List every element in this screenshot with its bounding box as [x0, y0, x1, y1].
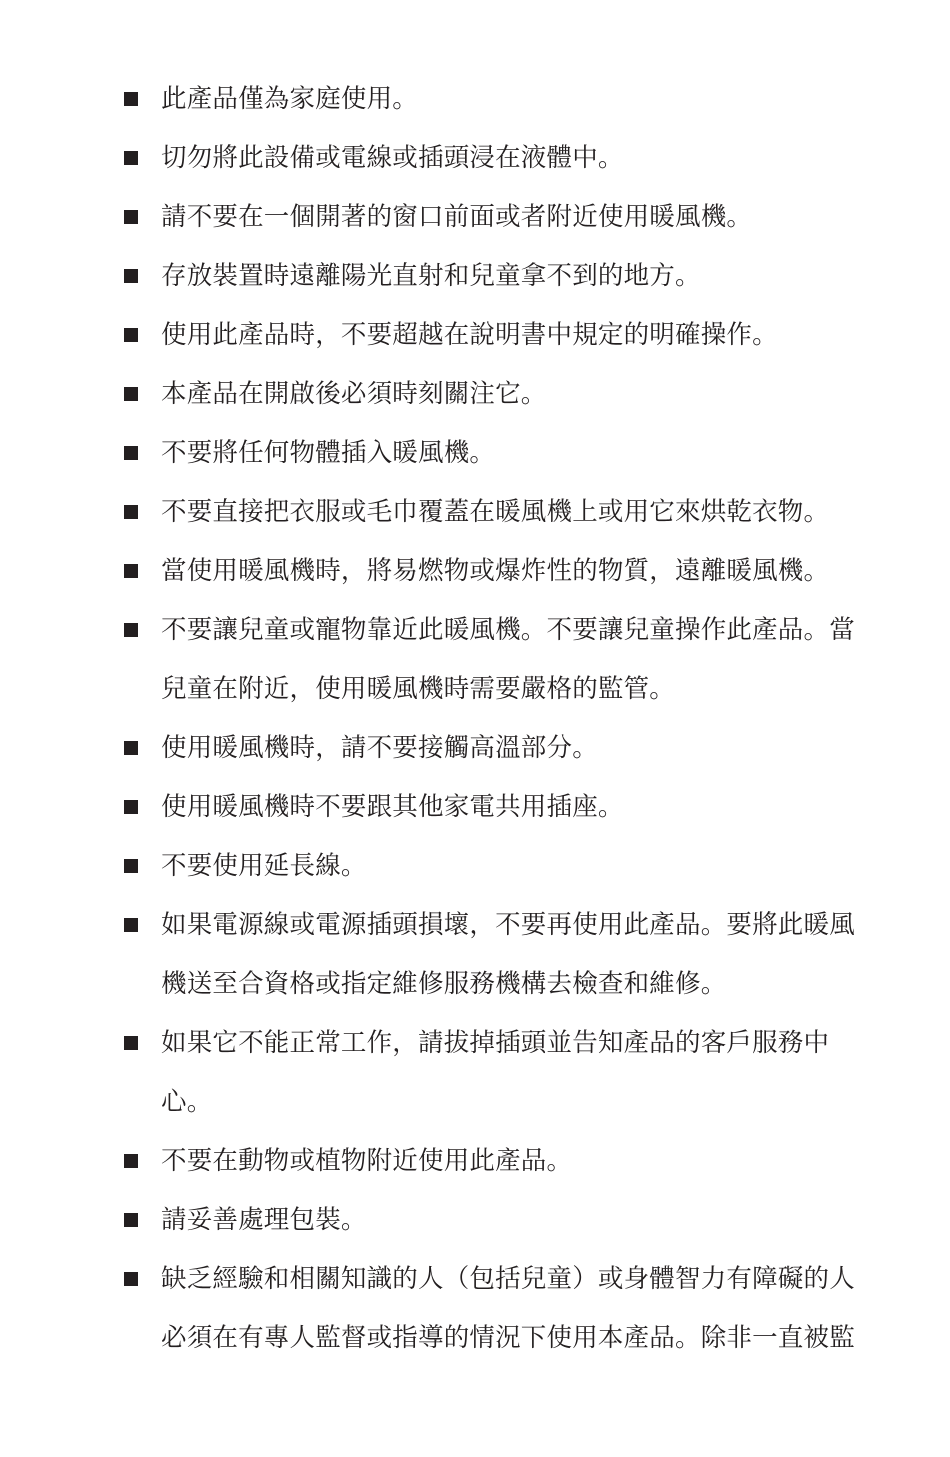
instruction-text: 如果它不能正常工作，請拔掉插頭並告知產品的客戶服務中心。 [161, 1028, 830, 1117]
list-item [124, 424, 876, 483]
instruction-text: 使用此產品時，不要超越在說明書中規定的明確操作。 [161, 320, 778, 350]
list-item [124, 247, 876, 306]
square-bullet-icon [124, 1036, 138, 1050]
square-bullet-icon [124, 505, 138, 519]
instruction-text: 缺乏經驗和相關知識的人（包括兒童）或身體智力有障礙的人必須在有專人監督或指導的情況下使用本產品。除非一直被監 [161, 1264, 855, 1353]
instruction-text: 不要直接把衣服或毛巾覆蓋在暖風機上或用它來烘乾衣物。 [161, 497, 830, 527]
list-item [124, 542, 876, 601]
list-item [124, 1132, 876, 1191]
instruction-text: 當使用暖風機時，將易燃物或爆炸性的物質，遠離暖風機。 [161, 556, 830, 586]
safety-instructions-list [124, 70, 876, 1368]
list-item [124, 188, 876, 247]
instruction-text: 使用暖風機時，請不要接觸高溫部分。 [161, 733, 598, 763]
square-bullet-icon [124, 387, 138, 401]
square-bullet-icon [124, 328, 138, 342]
square-bullet-icon [124, 1154, 138, 1168]
instruction-text: 本產品在開啟後必須時刻關注它。 [161, 379, 547, 409]
square-bullet-icon [124, 151, 138, 165]
square-bullet-icon [124, 623, 138, 637]
instruction-text: 如果電源線或電源插頭損壞，不要再使用此產品。要將此暖風機送至合資格或指定維修服務機構去檢查和維修。 [161, 910, 855, 999]
square-bullet-icon [124, 564, 138, 578]
list-item [124, 365, 876, 424]
square-bullet-icon [124, 210, 138, 224]
square-bullet-icon [124, 918, 138, 932]
list-item [124, 70, 876, 129]
square-bullet-icon [124, 859, 138, 873]
list-item [124, 837, 876, 896]
instruction-text: 不要使用延長線。 [161, 851, 367, 881]
square-bullet-icon [124, 741, 138, 755]
square-bullet-icon [124, 800, 138, 814]
list-item [124, 719, 876, 778]
square-bullet-icon [124, 1272, 138, 1286]
instruction-text: 存放裝置時遠離陽光直射和兒童拿不到的地方。 [161, 261, 701, 291]
instruction-text: 不要將任何物體插入暖風機。 [161, 438, 496, 468]
square-bullet-icon [124, 269, 138, 283]
instruction-text: 此產品僅為家庭使用。 [161, 84, 419, 114]
instruction-text: 請不要在一個開著的窗口前面或者附近使用暖風機。 [161, 202, 753, 232]
square-bullet-icon [124, 92, 138, 106]
instruction-text: 不要在動物或植物附近使用此產品。 [161, 1146, 573, 1176]
instruction-text: 使用暖風機時不要跟其他家電共用插座。 [161, 792, 624, 822]
list-item [124, 778, 876, 837]
list-item [124, 1191, 876, 1250]
list-item [124, 483, 876, 542]
list-item [124, 601, 876, 719]
instruction-text: 不要讓兒童或寵物靠近此暖風機。不要讓兒童操作此產品。當兒童在附近，使用暖風機時需要嚴格的監管。 [161, 615, 855, 704]
square-bullet-icon [124, 446, 138, 460]
list-item [124, 306, 876, 365]
square-bullet-icon [124, 1213, 138, 1227]
instruction-text: 請妥善處理包裝。 [161, 1205, 367, 1235]
list-item [124, 896, 876, 1014]
list-item [124, 129, 876, 188]
instruction-text: 切勿將此設備或電線或插頭浸在液體中。 [161, 143, 624, 173]
list-item [124, 1014, 876, 1132]
list-item [124, 1250, 876, 1368]
